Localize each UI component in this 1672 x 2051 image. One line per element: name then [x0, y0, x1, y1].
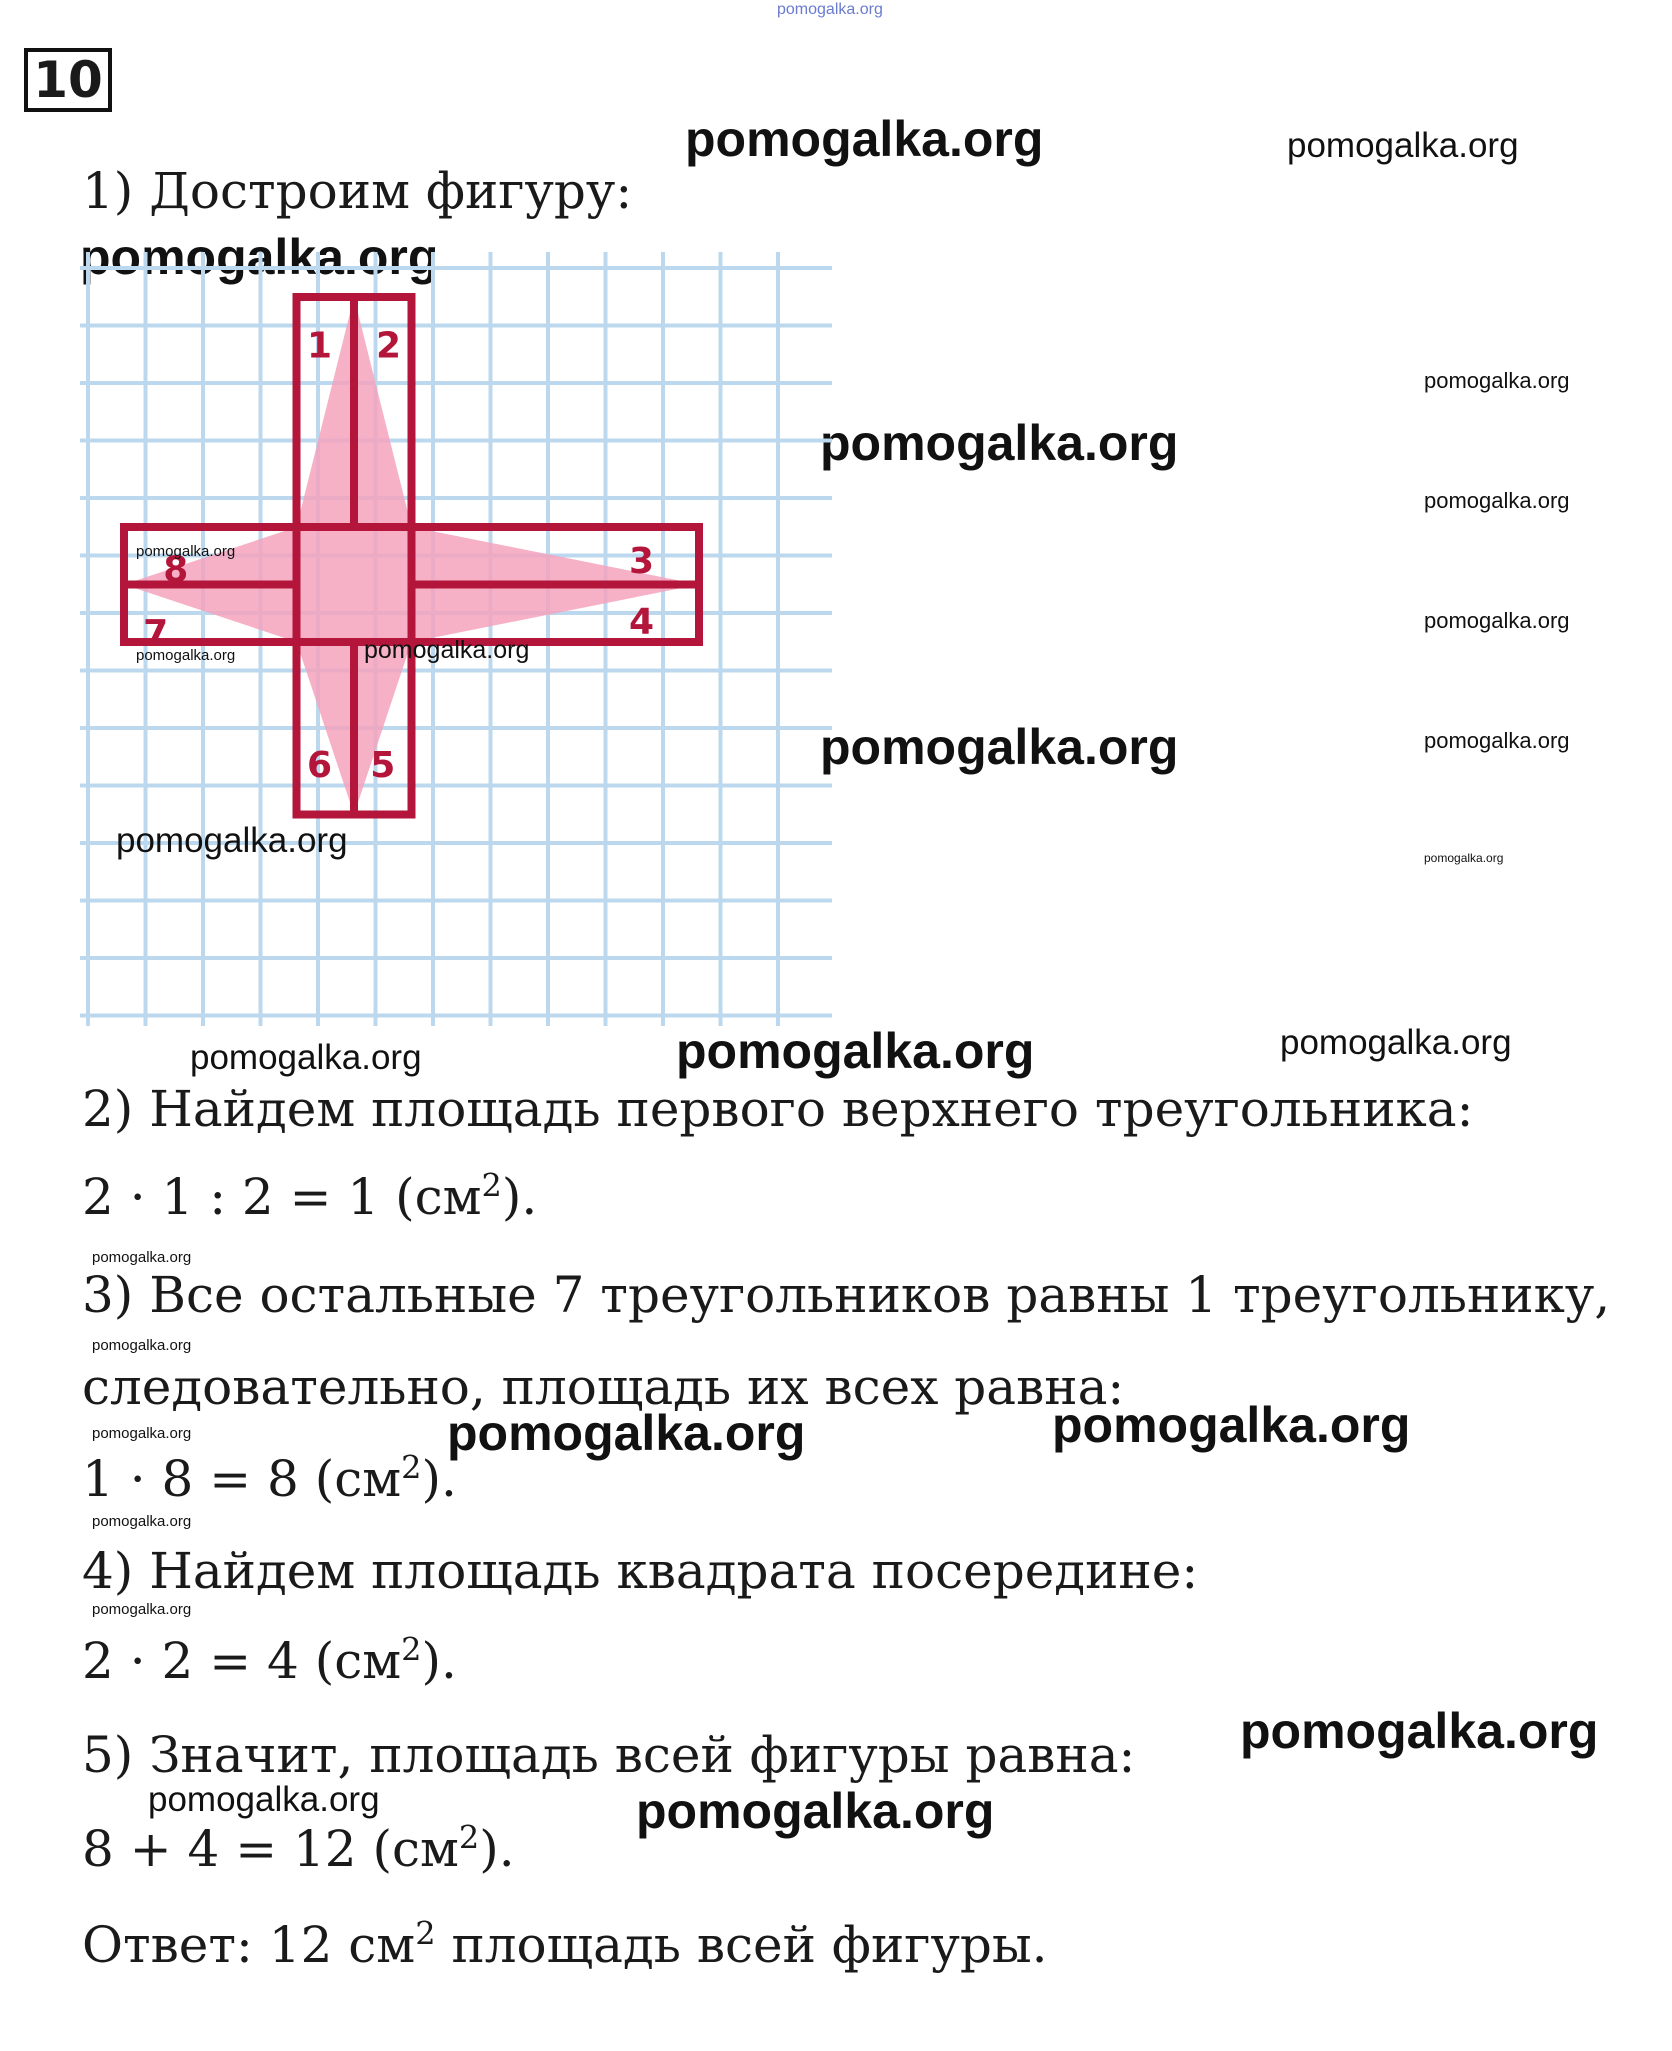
triangle-label-t7: 7 [143, 612, 169, 654]
step-4: 4) Найдем площадь квадрата посередине: [82, 1542, 1199, 1600]
step-5: 5) Значит, площадь всей фигуры равна: [82, 1726, 1136, 1784]
watermark: pomogalka.org [92, 1425, 192, 1442]
watermark: pomogalka.org [447, 1405, 806, 1461]
center-square-fill [297, 527, 412, 642]
task-number: 10 [24, 48, 112, 112]
watermark: pomogalka.org [92, 1249, 192, 1266]
triangle-label-t2: 2 [375, 325, 402, 367]
watermark: pomogalka.org [1287, 126, 1519, 165]
answer: Ответ: 12 $см^2$ площадь всей фигуры. [82, 1914, 1048, 1974]
watermark: pomogalka.org [1052, 1397, 1411, 1453]
watermark: pomogalka.org [92, 1513, 192, 1530]
watermark: pomogalka.org [1424, 368, 1570, 393]
step-4-calc: 2 · 2 = 4 $(см^2)$. [82, 1630, 457, 1690]
watermark: pomogalka.org [777, 1, 883, 18]
watermark: pomogalka.org [136, 647, 236, 664]
triangle-label-t8: 8 [163, 549, 189, 591]
watermark: pomogalka.org [1240, 1703, 1599, 1759]
watermark: pomogalka.org [820, 415, 1179, 471]
watermark: pomogalka.org [1424, 851, 1504, 865]
step-3-line-2: следовательно, площадь их всех равна: [82, 1358, 1125, 1416]
watermark: pomogalka.org [148, 1780, 380, 1819]
watermark: pomogalka.org [685, 111, 1044, 167]
watermark: pomogalka.org [116, 821, 348, 860]
watermark: pomogalka.org [136, 543, 236, 560]
step-2-calc: 2 · 1 : 2 = 1 $(см^2)$. [82, 1166, 538, 1226]
triangle-label-t1: 1 [306, 325, 333, 367]
watermark: pomogalka.org [80, 229, 439, 285]
watermark: pomogalka.org [1424, 728, 1570, 753]
watermark: pomogalka.org [636, 1783, 995, 1839]
watermark: pomogalka.org [1424, 488, 1570, 513]
watermark: pomogalka.org [92, 1601, 192, 1618]
watermark: pomogalka.org [190, 1038, 422, 1077]
watermark: pomogalka.org [820, 719, 1179, 775]
step-2: 2) Найдем площадь первого верхнего треугольника: [82, 1080, 1474, 1138]
watermark: pomogalka.org [676, 1023, 1035, 1079]
triangle-label-t6: 6 [306, 745, 333, 787]
triangle-label-t5: 5 [370, 745, 396, 787]
step-3-line-1: 3) Все остальные 7 треугольников равны 1 треугольнику, [82, 1266, 1611, 1324]
watermark: pomogalka.org [92, 1337, 192, 1354]
watermark: pomogalka.org [364, 636, 530, 664]
cross-figure [80, 252, 832, 1026]
step-5-calc: 8 + 4 = 12 $(см^2)$. [82, 1818, 515, 1878]
watermark: pomogalka.org [1280, 1023, 1512, 1062]
step-1: 1) Достроим фигуру: [82, 162, 633, 220]
triangle-label-t3: 3 [628, 541, 655, 582]
watermark: pomogalka.org [1424, 608, 1570, 633]
step-3-calc: 1 · 8 = 8 $(см^2)$. [82, 1448, 457, 1508]
triangle-label-t4: 4 [628, 601, 655, 643]
